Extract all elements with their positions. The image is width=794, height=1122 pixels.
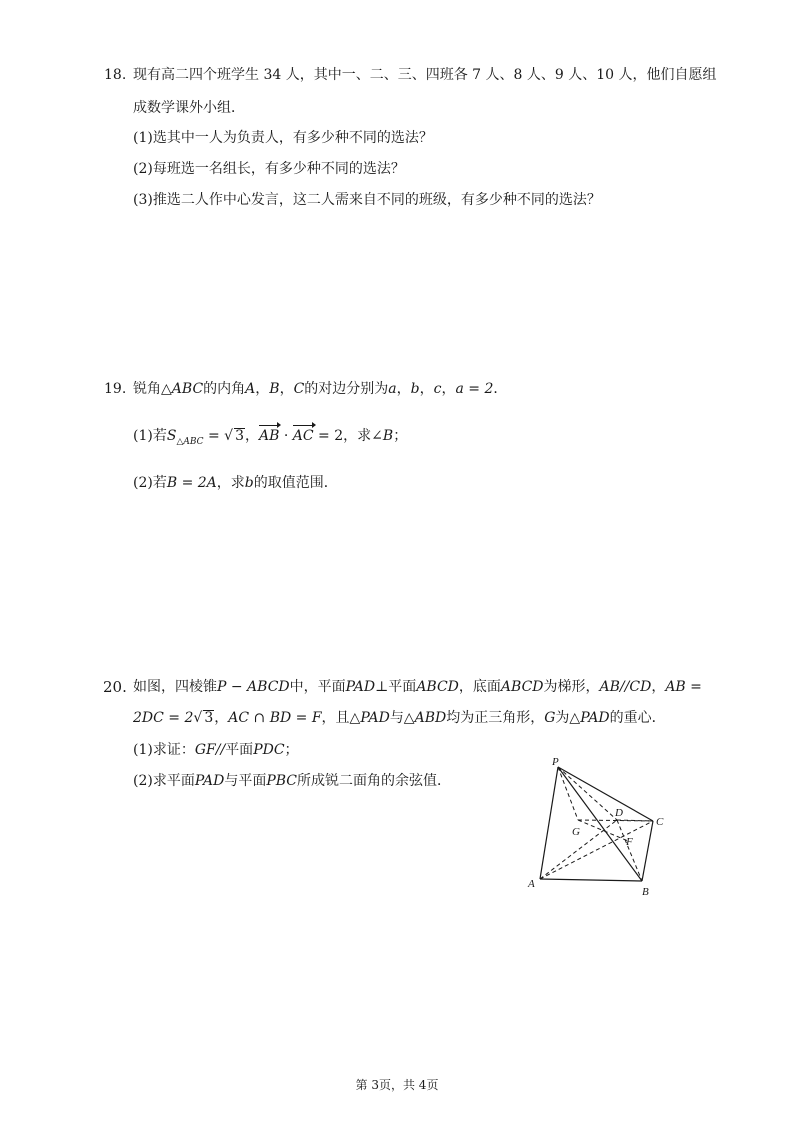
edge-BC (642, 821, 653, 881)
q20-part2: (2)求平面PAD与平面PBC所成锐二面角的余弦值． (133, 773, 452, 789)
label-C: C (656, 816, 664, 828)
page-footer: 第 3页，共 4页 (355, 1078, 439, 1092)
q19-number: 19. (104, 381, 127, 397)
edge-PG (558, 767, 578, 820)
q18-part3: (3)推选二人作中心发言，这二人需来自不同的班级，有多少种不同的选法？ (133, 192, 601, 208)
q19-part1: (1)若$S_{\triangle ABC}$ = √ 3，AB · AC = 2，求∠B； (133, 428, 408, 447)
q18-stem-line2: 成数学课外小组． (133, 100, 245, 116)
edge-PA (540, 767, 558, 879)
q19-part2: (2)若B = 2A，求b的取值范围． (133, 475, 338, 491)
edge-PB (558, 767, 642, 881)
pyramid-figure (520, 755, 680, 900)
edge-PC (558, 767, 653, 821)
edge-DB (617, 820, 642, 881)
q18-number: 18. (104, 67, 127, 83)
q20-part1: (1)求证：GF//平面PDC； (133, 742, 299, 758)
q19-stem: 锐角△ABC的内角A，B，C的对边分别为a，b，c，a = 2． (133, 381, 508, 397)
edge-PD (558, 767, 617, 820)
q20-number: 20. (103, 678, 127, 696)
label-B: B (642, 886, 649, 898)
label-A: A (528, 878, 535, 890)
q20-stem-line2: 2DC = 2√ 3，AC ∩ BD = F，且△PAD与△ABD均为正三角形，G为△PAD的重心． (133, 710, 666, 726)
label-D: D (615, 807, 623, 819)
label-F: F (626, 836, 633, 848)
q18-part2: (2)每班选一名组长，有多少种不同的选法？ (133, 161, 405, 177)
q18-stem-line1: 现有高二四个班学生 34 人，其中一、二、三、四班各 7 人、8 人、9 人、10 人，他们自愿组 (133, 67, 717, 83)
edge-AB (540, 879, 642, 881)
q18-part1: (1)选其中一人为负责人，有多少种不同的选法？ (133, 130, 433, 146)
edge-AC (540, 821, 653, 879)
q20-stem-line1: 如图，四棱锥P − ABCD中，平面PAD⊥平面ABCD，底面ABCD为梯形，AB//CD，AB = (133, 679, 702, 695)
edge-GC (578, 820, 653, 821)
label-G: G (572, 826, 580, 838)
label-P: P (552, 756, 559, 768)
